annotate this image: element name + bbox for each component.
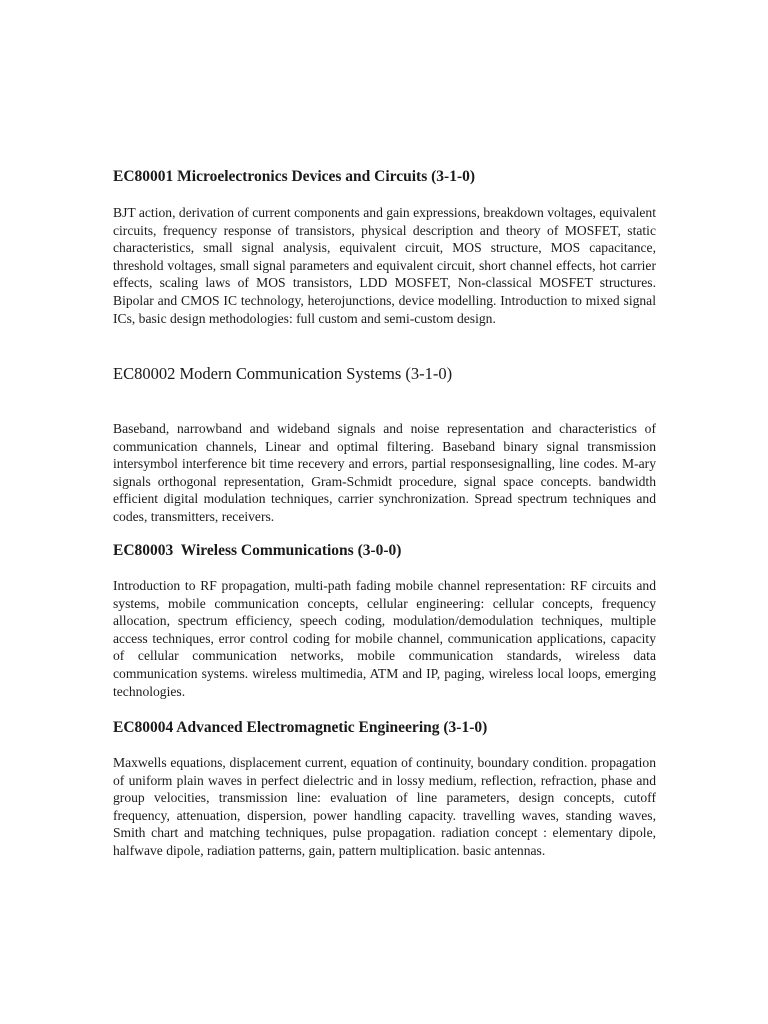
course-title: EC80003 Wireless Communications (3-0-0) (113, 542, 402, 559)
course-section-ec80002 (113, 364, 656, 526)
course-description: BJT action, derivation of current components and gain expressions, breakdown voltages, equivalent circuits, frequency response of transistors, physical description and theory of MOSFET, static characteristics, small signal analysis, equivalent circuit, MOS structure, MOS capacitance, threshold voltages, small signal parameters and equivalent circuit, short channel effects, hot carrier effects, scaling laws of MOS transistors, LDD MOSFET, Non-classical MOSFET structures. Bipolar and CMOS IC technology, heterojunctions, device modelling. Introduction to mixed signal ICs, basic design methodologies: full custom and semi-custom design. (113, 205, 656, 326)
course-section-ec80004 (113, 718, 656, 860)
course-section-ec80003 (113, 541, 656, 700)
course-description: Maxwells equations, displacement current, equation of continuity, boundary condition. propagation of uniform plain waves in perfect dielectric and in lossy medium, reflection, refraction, phase and group velocities, transmission line: evaluation of line parameters, design concepts, cutoff frequency, attenuation, dispersion, power handling capacity. travelling waves, standing waves, Smith chart and matching techniques, pulse propagation. radiation concept : elementary dipole, halfwave dipole, radiation patterns, gain, pattern multiplication. basic antennas. (113, 755, 656, 858)
course-description: Introduction to RF propagation, multi-path fading mobile channel representation: RF circuits and systems, mobile communication concepts, cellular engineering: cellular concepts, frequency allocation, spectrum efficiency, speech coding, modulation/demodulation techniques, multiple access techniques, error control coding for mobile channel, communication applications, capacity of cellular communication networks, mobile communication standards, wireless data communication systems. wireless multimedia, ATM and IP, paging, wireless local loops, emerging technologies. (113, 578, 656, 699)
course-title: EC80002 Modern Communication Systems (3-1-0) (113, 364, 453, 383)
course-title: EC80004 Advanced Electromagnetic Engineering (3-1-0) (113, 719, 488, 736)
course-title: EC80001 Microelectronics Devices and Circuits (3-1-0) (113, 168, 476, 185)
course-section-ec80001 (113, 167, 656, 327)
course-description: Baseband, narrowband and wideband signals and noise representation and characteristics of communication channels, Linear and optimal filtering. Baseband binary signal transmission intersymbol interference bit time recevery and errors, partial responsesignalling, line codes. M-ary signals orthogonal representation, Gram-Schmidt procedure, signal space concepts. bandwidth efficient digital modulation techniques, carrier synchronization. Spread spectrum techniques and codes, transmitters, receivers. (113, 421, 656, 524)
